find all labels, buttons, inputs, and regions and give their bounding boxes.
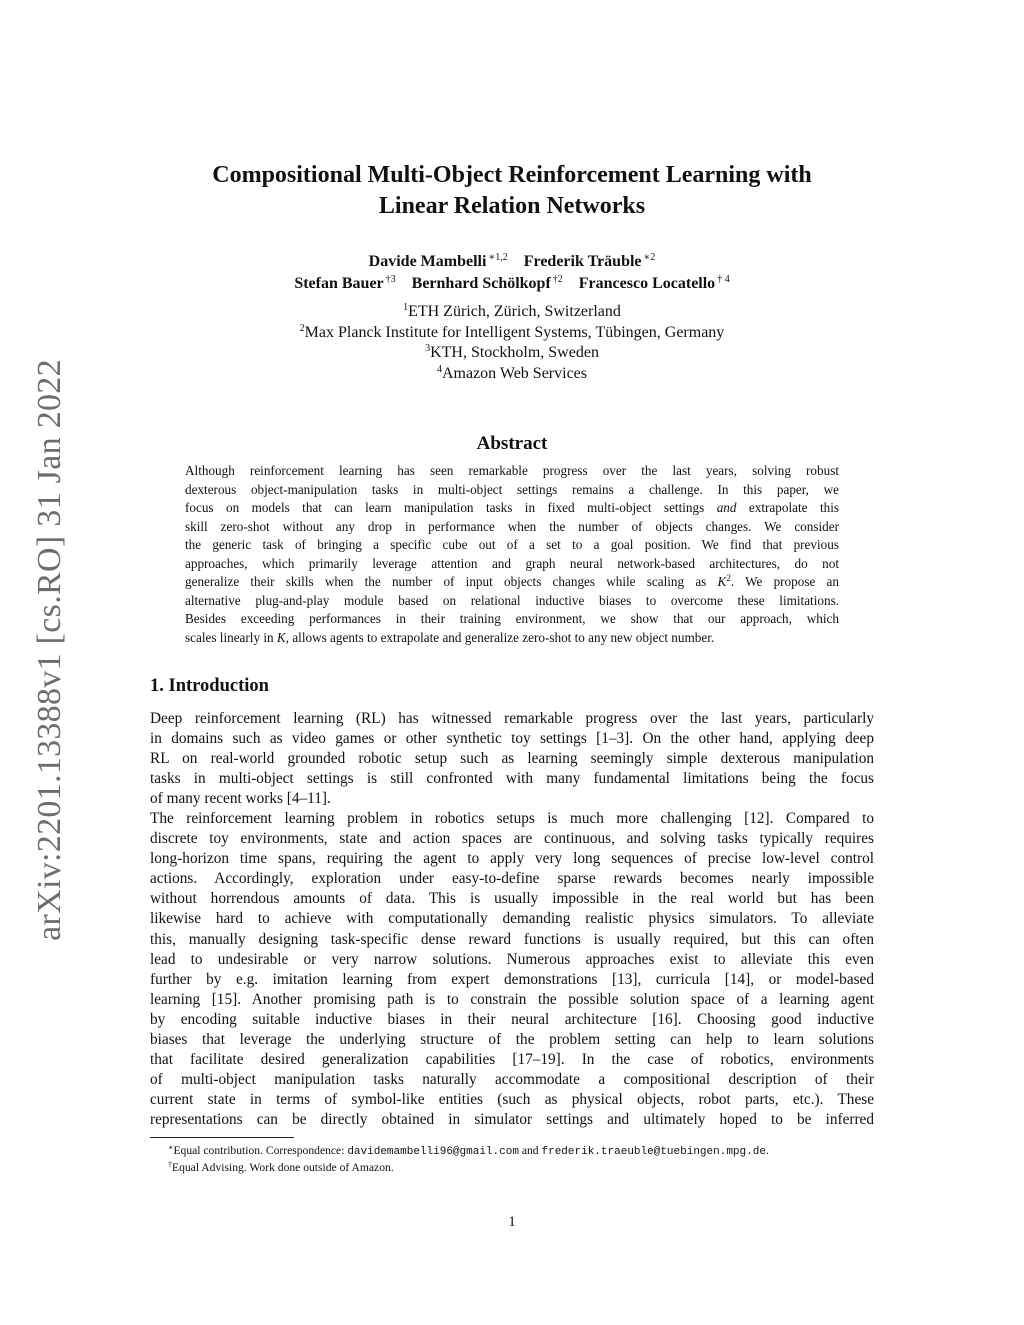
section-heading: 1. Introduction [150,676,269,696]
footnotes [150,1143,874,1176]
author-row-1 [150,251,874,273]
body-line: of many recent works [4–11]. [150,790,331,808]
affiliation-mark: 4 [436,363,442,375]
body-line: representations can be directly obtained in simulator settings and ultimately hoped to be inferred [150,1110,874,1128]
author-name: Davide Mambelli [368,253,487,270]
author [369,251,508,273]
abstract-emphasis: and [716,500,737,515]
abstract-line [185,499,839,518]
footnote-equal-advising [168,1160,874,1176]
author-name: Francesco Locatello [578,275,716,292]
body-line: by encoding suitable inductive biases in their neural architecture [16]. Choosing good inductive [150,1010,874,1028]
body-line: long-horizon time spans, requiring the agent to apply very long sequences of precise low-level control [150,850,874,868]
author-name: Frederik Träuble [523,253,642,270]
affiliation [150,364,874,385]
abstract-section [150,432,874,647]
affiliation-mark: 1 [403,302,409,313]
affiliation-mark: 3 [425,343,431,354]
footnote-mark: † [168,1160,172,1169]
footnote-divider [150,1137,294,1138]
abstract-text: focus on models that can learn manipulation tasks in fixed multi-object settings [185,500,705,515]
footnote-text: and [518,1144,542,1157]
author [579,273,730,295]
body-line: learning [15]. Another promising path is to constrain the possible solution space of a learning agent [150,990,874,1008]
abstract-text: , allows agents to extrapolate and generalize zero-shot to any new object number. [285,629,715,645]
abstract-text: scales linearly in [185,629,274,645]
abstract-line [185,573,839,592]
affiliation-text: KTH, Stockholm, Sweden [430,344,599,361]
email-link-mambelli[interactable]: davidemambelli96@gmail.com [347,1146,519,1158]
body-line: current state in terms of symbol-like entities (such as physical objects, robot parts, etc.). These [150,1090,874,1108]
author-affiliation-marks: ∗2 [643,252,656,263]
body-line: further by e.g. imitation learning from expert demonstrations [13], curricula [14], or model-based [150,970,874,988]
abstract-line: the generic task of bringing a specific cube out of a set to a goal position. We find that previous [185,537,839,552]
abstract-text: generalize their skills when the number of input objects changes while scaling as [185,574,707,589]
footnote-text: Equal Advising. Work done outside of Amazon. [172,1161,394,1174]
footnote-mark: ∗ [168,1143,174,1152]
author-name: Bernhard Schölkopf [411,275,551,292]
introduction-section [150,674,874,698]
body-line: likewise hard to achieve with computationally demanding realistic physics simulators. To alleviate [150,910,874,928]
abstract-line: dexterous object-manipulation tasks in multi-object settings remains a challenge. In this paper, we [185,481,839,497]
body-line: this, manually designing task-specific dense reward functions is usually required, but this can often [150,930,874,948]
body-line: lead to undesirable or very narrow solutions. Numerous approaches exist to alleviate this even [150,950,874,968]
email-link-traeuble[interactable]: frederik.traeuble@tuebingen.mpg.de [541,1146,766,1158]
affiliation-list [150,302,874,384]
body-line: biases that leverage the underlying structure of the problem setting can help to learn solutions [150,1030,874,1048]
footnote-equal-contribution [168,1143,874,1160]
title-line-2: Linear Relation Networks [378,193,646,219]
footnote-text: . [765,1144,769,1157]
abstract-line: skill zero-shot without any drop in performance when the number of objects changes. We consider [185,518,839,534]
title-line-1: Compositional Multi-Object Reinforcement Learning with [212,162,812,188]
affiliation [150,323,874,344]
introduction-body [150,709,874,1130]
abstract-line: Besides exceeding performances in their training environment, we show that our approach, which [185,611,839,626]
paper-title [150,160,874,222]
author-affiliation-marks: †2 [552,274,563,285]
author-list [150,251,874,295]
arxiv-identifier-stamp: arXiv:2201.13388v1 [cs.RO] 31 Jan 2022 [31,359,68,941]
affiliation [150,343,874,364]
author-row-2 [150,273,874,295]
author [524,251,656,273]
abstract-text: . We propose an [730,574,839,589]
author-affiliation-marks: ∗1,2 [488,252,508,263]
affiliation-mark: 2 [299,322,305,334]
author-name: Stefan Bauer [294,275,384,292]
body-line: without horrendous amounts of data. This is usually impossible in the real world but has been [150,890,874,908]
body-line: in domains such as video games or other synthetic toy settings [1–3]. On the other hand, applying deep [150,730,874,748]
author [294,273,395,295]
abstract-line [185,629,839,648]
body-line: of multi-object manipulation tasks naturally accommodate a compositional description of their [150,1070,874,1088]
author-affiliation-marks: † 4 [717,274,730,285]
affiliation-text: Amazon Web Services [441,364,588,382]
abstract-text: extrapolate this [748,500,839,515]
body-line: that facilitate desired generalization capabilities [17–19]. In the case of robotics, environments [150,1050,874,1068]
abstract-body [185,462,839,647]
abstract-heading: Abstract [476,433,548,454]
body-line: tasks in multi-object settings is still confronted with many fundamental limitations being the focus [150,770,874,788]
title-block [150,160,874,222]
body-line: actions. Accordingly, exploration under easy-to-define sparse rewards becomes nearly impossible [150,870,874,888]
body-line: The reinforcement learning problem in robotics setups is much more challenging [12]. Compared to [150,810,874,828]
body-line: discrete toy environments, state and action spaces are continuous, and solving tasks typically requires [150,830,874,848]
body-line: Deep reinforcement learning (RL) has witnessed remarkable progress over the last years, particularly [150,710,874,727]
author [412,273,563,295]
abstract-line: approaches, which primarily leverage attention and graph neural network-based architectures, do not [185,555,839,571]
abstract-line: alternative plug-and-play module based on relational inductive biases to overcome these limitations. [185,592,839,608]
abstract-line: Although reinforcement learning has seen remarkable progress over the last years, solving robust [185,463,839,478]
footnote-text: Equal contribution. Correspondence: [173,1144,348,1157]
affiliation-text: Max Planck Institute for Intelligent Systems, Tübingen, Germany [304,323,725,341]
body-line: RL on real-world grounded robotic setup such as learning seemingly simple dexterous manipulation [150,750,874,768]
math-variable: K [276,629,286,645]
math-exponent: 2 [726,573,731,583]
affiliation [150,302,874,323]
author-affiliation-marks: †3 [385,274,396,285]
affiliation-text: ETH Zürich, Zürich, Switzerland [408,303,621,320]
math-variable: K [717,574,727,589]
page-number: 1 [508,1214,516,1230]
